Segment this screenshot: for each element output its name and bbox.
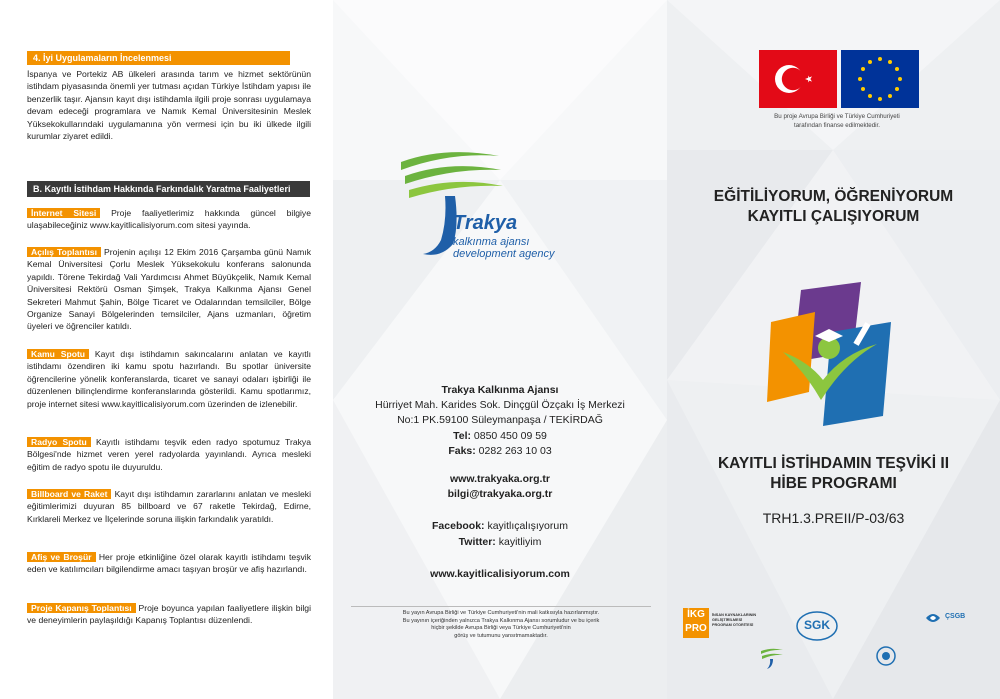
- left-panel: [0, 0, 333, 699]
- ikg-desc-line3: PROGRAM OTORİTESİ: [712, 623, 754, 627]
- item-radio-tag: Radyo Spotu: [27, 437, 91, 447]
- twitter-line[interactable]: [333, 535, 667, 550]
- csgb-logo-icon: [923, 608, 943, 628]
- item-closing-tag: Proje Kapanış Toplantısı: [27, 603, 136, 613]
- item-public-spot: [27, 348, 311, 410]
- item-poster-tag: Afiş ve Broşür: [27, 552, 96, 562]
- facebook-line[interactable]: [333, 519, 667, 534]
- middle-panel: [333, 0, 667, 699]
- seal-logo-icon: [875, 645, 897, 667]
- address-line1: Hürriyet Mah. Karides Sok. Dinçgül Özçakı İş Merkezi: [375, 399, 625, 411]
- campaign-site-link[interactable]: www.kayitlicalisiyorum.com: [430, 568, 570, 580]
- program-title-line2: HİBE PROGRAMI: [770, 475, 897, 492]
- campaign-title-line1: EĞİTİLİYORUM, ÖĞRENİYORUM: [713, 188, 954, 205]
- footnote-line3: hiçbir şekilde Avrupa Birliği veya Türkiye Cumhuriyeti'nin: [431, 625, 571, 632]
- item-opening: [27, 246, 311, 333]
- item-poster-text: Her proje etkinliğine özel olarak kayıtlı istihdamı teşvik eden ve katılımcıları bilgilendirme amacı taşıyan broşür ve afiş hazırlandı.: [27, 552, 311, 575]
- flags: [759, 50, 919, 108]
- ikg-desc-line1: İNSAN KAYNAKLARININ: [712, 613, 757, 617]
- section4-title: 4. İyi Uygulamaların İncelenmesi: [27, 51, 290, 65]
- project-emblem-icon: [765, 282, 895, 428]
- item-internet-text: Proje faaliyetlerimiz hakkında güncel bilgiye ulaşabileceğiniz www.kayitlicalisiyorum.com sitesi yayında.: [27, 208, 311, 231]
- logo-name: Trakya: [453, 212, 518, 234]
- ikg-logo-top: İKG: [687, 609, 705, 620]
- footnote-line1: Bu yayın Avrupa Birliği ve Türkiye Cumhuriyeti'nin mali katkısıyla hazırlanmıştır.: [402, 610, 600, 616]
- email-link[interactable]: bilgi@trakyaka.org.tr: [447, 488, 553, 500]
- ikg-logo-desc: [712, 613, 756, 628]
- item-closing-text: Proje boyunca yapılan faaliyetlere ilişkin bilgi ve deneyimlerin paylaşıldığı Kapanış Toplantısı düzenlendi.: [27, 603, 311, 626]
- item-public-spot-text: Kayıt dışı istihdamın sakıncalarını anlatan ve kayıtlı istihdamı özendiren iki kamu spotu hazırlandı. Bu spotlar üniversite öğrencilerine yönelik konferanslarda, ticaret ve sanayi odaları işbirliği ile düzenlenen bilinçlendirme konferanslarında gösterildi. Kamu spotlarımız, proje internet sitesi www.kayitlicalisiyorum.com üzerinden de izlenebilir.: [27, 349, 311, 409]
- trakya-small-logo-icon: [759, 645, 785, 671]
- item-closing: [27, 602, 311, 627]
- eu-note-line1: Bu proje Avrupa Birliği ve Türkiye Cumhuriyeti: [774, 113, 900, 120]
- program-code: TRH1.3.PREII/P-03/63: [762, 510, 905, 526]
- logo-sub1: kalkınma ajansı: [453, 236, 530, 248]
- csgb-logo-text: ÇSGB: [945, 613, 966, 620]
- item-billboard: [27, 488, 311, 525]
- item-poster: [27, 551, 311, 576]
- ikg-desc-line2: GELİŞTİRİLMESİ: [712, 618, 743, 622]
- ikg-logo-bottom: PRO: [685, 623, 707, 634]
- item-billboard-tag: Billboard ve Raket: [27, 489, 111, 499]
- website-link[interactable]: www.trakyaka.org.tr: [450, 473, 550, 485]
- footnote-line2: Bu yayının içeriğinden yalnızca Trakya Kalkınma Ajansı sorumludur ve bu içerik: [402, 617, 600, 624]
- footnote-line4: görüş ve tutumunu yansıtmamaktadır.: [454, 632, 548, 639]
- item-radio-text: Kayıtlı istihdamı teşvik eden radyo spotumuz Trakya Bölgesi'nde hizmet veren yerel radyolarda yayınlandı. Ayrıca mesleki eğitim de radyo spotu ile duyuruldu.: [27, 437, 311, 472]
- background-pattern: [333, 0, 667, 699]
- sectionB-title: B. Kayıtlı İstihdam Hakkında Farkındalık Yaratma Faaliyetleri: [27, 181, 310, 197]
- eu-note-line2: tarafından finanse edilmektedir.: [794, 121, 880, 129]
- fax-label: Faks:: [448, 445, 476, 457]
- tel-line: [333, 429, 667, 444]
- twitter-label: Twitter:: [458, 536, 496, 548]
- facebook-value: kayitlıçalışıyorum: [484, 520, 568, 532]
- ikg-logo-icon: [683, 608, 709, 638]
- campaign-title-line2: KAYITLI ÇALIŞIYORUM: [747, 208, 920, 225]
- item-internet-tag: İnternet Sitesi: [27, 208, 100, 218]
- tel-value: 0850 450 09 59: [470, 430, 547, 442]
- item-internet: [27, 207, 311, 232]
- section4-text: İspanya ve Portekiz AB ülkeleri arasında tarım ve hizmet sektörünün istihdam piyasasında önemli yer tutması açıdan Türkiye İstihdam yapısı ile benzerlik taşır. Ajansın kayıt dışı istihdamla ilgili proje sonrası uygulamaya devam edeceği programlara ve Namık Kemal Üniversitesinin Meslek Yüksekokullarındaki uygulamanına yön vermesi için bu iki ülkede ilgili kurumlar ziyaret edildi.: [27, 69, 311, 142]
- program-title-line1: KAYITLI İSTİHDAMIN TEŞVİKİ II: [717, 455, 950, 472]
- address-line2: No:1 PK.59100 Süleymanpaşa / TEKİRDAĞ: [397, 414, 603, 426]
- item-opening-tag: Açılış Toplantısı: [27, 247, 101, 257]
- campaign-title: [667, 187, 1000, 227]
- fax-value: 0282 263 10 03: [475, 445, 552, 457]
- org-name: Trakya Kalkınma Ajansı: [441, 384, 559, 396]
- program-title: [667, 454, 1000, 494]
- footnote: [351, 606, 651, 640]
- eu-funding-note: [757, 113, 917, 130]
- tel-label: Tel:: [453, 430, 471, 442]
- item-opening-text: Projenin açılışı 12 Ekim 2016 Çarşamba günü Namık Kemal Üniversitesi Çorlu Meslek Yüksekokulu konferans salonunda yapıldı. Törene Tekirdağ Vali Yardımcısı Ahmet Büyükçelik, Namık Kemal Üniversitesi Rektörü Osman Şimşek, Trakya Kalkınma Ajansı Genel Sekreteri Mahmut Şahin, Bölge Ticaret ve Odalarından temsilciler, Bölge Organize Sanayi Bölgelerinden temsilciler, Ajans uzmanları, öğretim üyeleri ve öğrenciler katıldı.: [27, 247, 312, 332]
- logo-sub2: development agency: [453, 248, 555, 260]
- facebook-label: Facebook:: [432, 520, 485, 532]
- item-radio: [27, 436, 311, 473]
- item-public-spot-tag: Kamu Spotu: [27, 349, 89, 359]
- twitter-value: kayitliyim: [495, 536, 542, 548]
- sgk-logo-text: SGK: [803, 618, 830, 632]
- item-billboard-text: Kayıt dışı istihdamın zararlarını anlatan ve mesleki eğitimlerimizi duyuran 85 billboard ve 67 raketle Tekirdağ, Edirne, Kırklareli Merkez ve İlçelerinde soruna ilişkin farkındalık yaratıldı.: [27, 489, 311, 524]
- fax-line: [333, 444, 667, 459]
- right-panel: [667, 0, 1000, 699]
